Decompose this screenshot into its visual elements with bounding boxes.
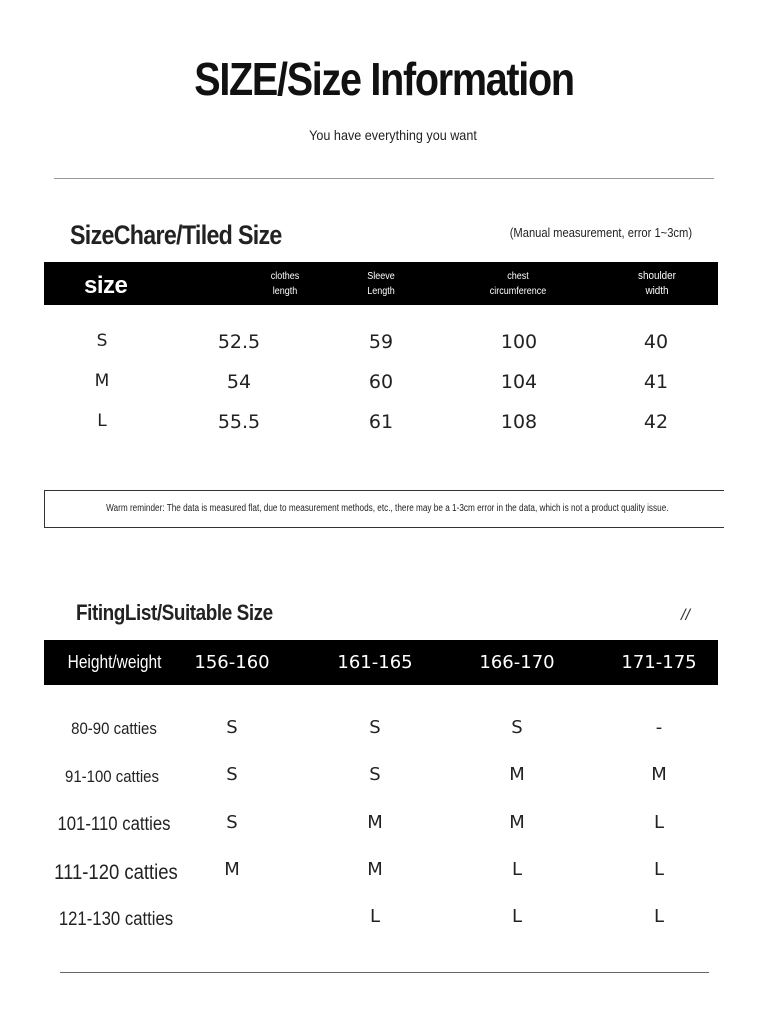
fit-size-cell: S: [226, 812, 238, 833]
header-line1: Sleeve: [367, 270, 395, 282]
size-chart-title: SizeChare/Tiled Size: [70, 220, 282, 250]
page-subtitle: You have everything you want: [309, 127, 477, 143]
clothes-length-cell: 55.5: [217, 411, 261, 433]
header-line1: clothes: [270, 270, 300, 282]
height-header: 156-160: [194, 652, 270, 673]
fit-size-cell: L: [653, 859, 665, 880]
fit-size-cell: S: [226, 717, 238, 738]
fit-size-cell: M: [367, 859, 383, 880]
height-weight-label: [56, 640, 174, 685]
sleeve-length-cell: 61: [368, 411, 394, 433]
fit-size-cell: M: [651, 764, 667, 785]
fit-size-cell: M: [367, 812, 383, 833]
height-header: 161-165: [337, 652, 413, 673]
weight-label: 101-110 catties: [57, 814, 171, 835]
shoulder-cell: 41: [643, 371, 669, 393]
fit-size-cell: M: [509, 764, 525, 785]
fitting-title: FitingList/Suitable Size: [76, 600, 273, 625]
shoulder-cell: 42: [643, 411, 669, 433]
clothes-length-cell: 52.5: [217, 331, 261, 353]
fit-size-cell: L: [511, 859, 523, 880]
header-line1: shoulder: [638, 269, 676, 282]
fit-size-cell: S: [226, 764, 238, 785]
weight-label: 121-130 catties: [58, 909, 174, 930]
fit-size-cell: L: [369, 906, 381, 927]
clothes-length-cell: 54: [226, 371, 252, 393]
weight-label: 111-120 catties: [54, 861, 178, 884]
header-line1: chest: [507, 270, 529, 282]
header-shoulder-width: [612, 262, 702, 305]
size-chart-header: [44, 262, 718, 305]
fit-size-cell: L: [653, 906, 665, 927]
measurement-note: (Manual measurement, error 1~3cm): [509, 225, 692, 240]
header-chest-circumference: [473, 262, 563, 305]
header-sleeve-length: [336, 262, 426, 305]
header-clothes-length: [240, 262, 330, 305]
fit-size-cell: -: [655, 717, 663, 738]
size-cell: M: [94, 371, 110, 391]
fit-size-cell: S: [369, 717, 381, 738]
header-line2: width: [645, 284, 669, 297]
fit-size-cell: S: [511, 717, 523, 738]
warm-reminder-text: Warm reminder: The data is measured flat, due to measurement methods, etc., there may be a 1-3cm error in the data, which is not a product quality issue.: [106, 503, 669, 514]
corner-label-text: Height/weight: [68, 652, 162, 672]
warm-reminder-box: [44, 490, 724, 528]
sleeve-length-cell: 59: [368, 331, 394, 353]
header-line2: circumference: [489, 285, 547, 297]
fit-size-cell: M: [224, 859, 240, 880]
fit-size-cell: M: [509, 812, 525, 833]
bottom-divider: [60, 972, 709, 973]
page-title: SIZE/Size Information: [194, 53, 574, 105]
height-header: 171-175: [621, 652, 697, 673]
height-header: 166-170: [479, 652, 555, 673]
weight-label: 80-90 catties: [71, 719, 157, 738]
header-line2: length: [272, 285, 298, 297]
shoulder-cell: 40: [643, 331, 669, 353]
chest-cell: 104: [500, 371, 538, 393]
fit-size-cell: L: [653, 812, 665, 833]
fit-size-cell: L: [511, 906, 523, 927]
weight-label: 91-100 catties: [65, 767, 159, 786]
sleeve-length-cell: 60: [368, 371, 394, 393]
chest-cell: 108: [500, 411, 538, 433]
header-line2: Length: [367, 285, 395, 297]
top-divider: [54, 178, 714, 179]
fit-size-cell: S: [369, 764, 381, 785]
size-cell: S: [96, 331, 108, 351]
size-header-label: size: [84, 272, 128, 299]
chest-cell: 100: [500, 331, 538, 353]
fitting-mark: //: [681, 607, 690, 624]
fitting-header: [44, 640, 718, 685]
size-cell: L: [97, 411, 107, 431]
